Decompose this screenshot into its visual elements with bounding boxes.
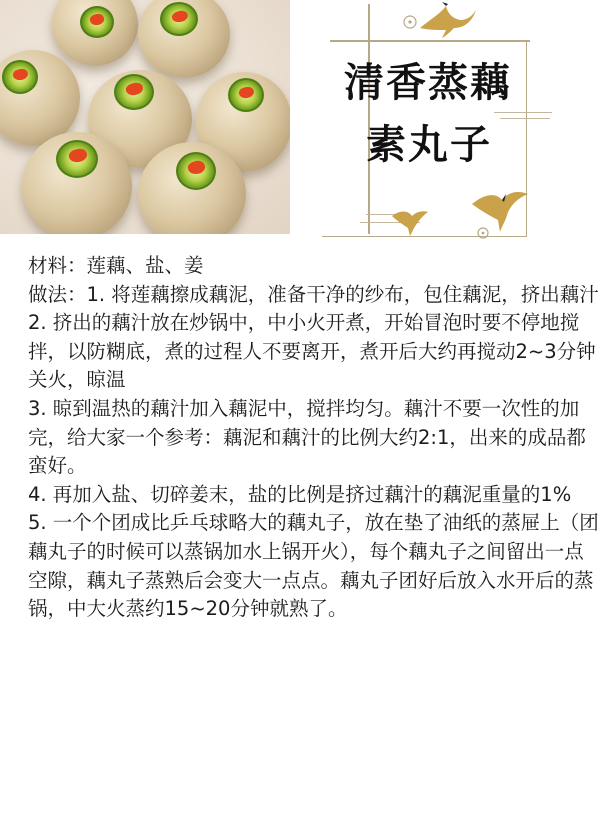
pepper-garnish — [160, 2, 198, 36]
dish-photo — [0, 0, 290, 234]
pepper-garnish — [80, 6, 114, 38]
ingredients-line: 材料：莲藕、盐、姜 — [28, 254, 204, 277]
pepper-garnish — [228, 78, 264, 112]
pepper-garnish — [176, 152, 216, 190]
title-line-1: 清香蒸藕 — [344, 59, 512, 106]
step-4: 4. 再加入盐、切碎姜末，盐的比例是挤过藕汁的藕泥重量的1% — [28, 482, 572, 506]
crane-icon — [416, 0, 478, 40]
pepper-garnish — [114, 74, 154, 110]
plum-blossom-icon — [476, 226, 490, 240]
recipe-body — [28, 252, 602, 624]
step-2: 2. 挤出的藕汁放在炒锅中，中小火开煮，开始冒泡时要不停地搅拌，以防糊底，煮的过程人不要离开，煮开后大约再搅动2~3分钟关火，晾温 — [28, 311, 596, 392]
crane-icon — [390, 206, 430, 238]
recipe-title — [318, 52, 538, 176]
pepper-garnish — [56, 140, 98, 178]
header-section — [0, 0, 612, 240]
pepper-garnish — [2, 60, 38, 94]
title-line-2: 素丸子 — [366, 121, 492, 168]
step-3: 3. 晾到温热的藕汁加入藕泥中，搅拌均匀。藕汁不要一次性的加完，给大家一个参考：藕泥和藕汁的比例大约2:1，出来的成品都蛮好。 — [28, 396, 586, 478]
step-5: 5. 一个个团成比乒乓球略大的藕丸子，放在垫了油纸的蒸屉上（团藕丸子的时候可以蒸锅加水上锅开火），每个藕丸子之间留出一点空隙，藕丸子蒸熟后会变大一点点。藕丸子团好后放入水开后的蒸锅，中大火蒸约15~20分钟就熟了。 — [28, 511, 599, 621]
step-1: 做法：1. 将莲藕擦成藕泥，准备干净的纱布，包住藕泥，挤出藕汁 — [28, 282, 599, 306]
plum-blossom-icon — [402, 14, 418, 30]
